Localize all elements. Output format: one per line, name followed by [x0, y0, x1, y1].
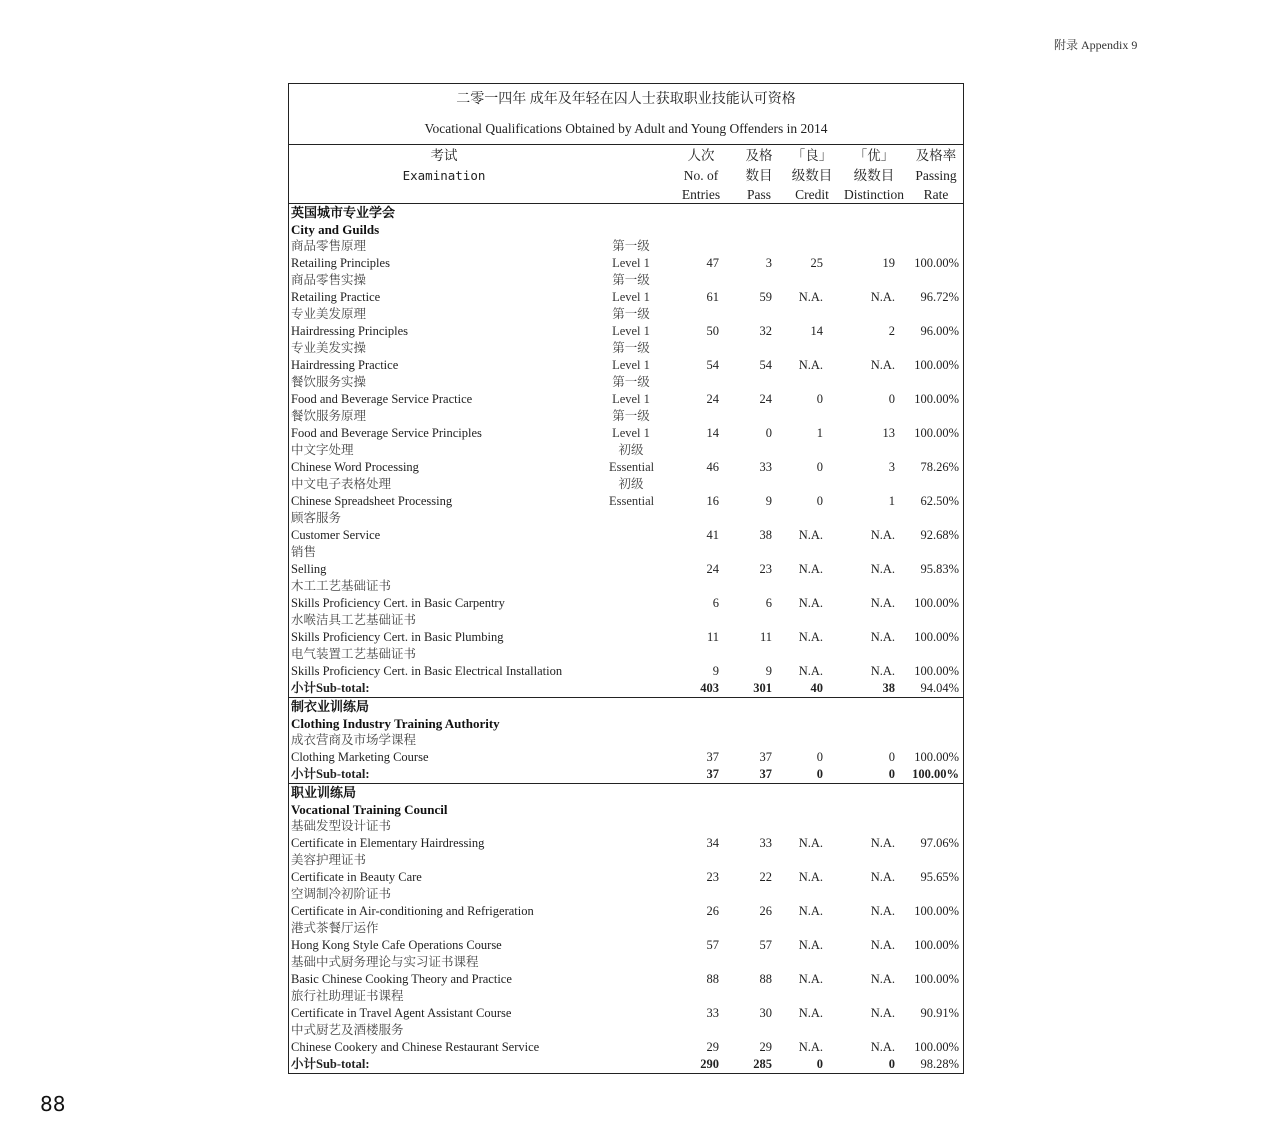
col-rate-zh: 及格率 — [915, 148, 957, 163]
subtotal-distinction: 0 — [888, 767, 895, 781]
passing-rate-value: 100.00% — [914, 392, 959, 406]
table-row-zh — [289, 818, 963, 835]
section-title-en: Clothing Industry Training Authority — [291, 716, 500, 731]
exam-name-en: Certificate in Air-conditioning and Refrigeration — [291, 904, 534, 918]
entries-value: 57 — [706, 938, 719, 952]
exam-name-en: Hairdressing Principles — [291, 324, 408, 338]
passing-rate-value: 100.00% — [914, 664, 959, 678]
pass-value: 9 — [765, 494, 772, 508]
col-entries-en1: No. of — [683, 167, 719, 183]
exam-name-zh: 商品零售实操 — [291, 273, 367, 287]
entries-value: 11 — [706, 630, 719, 644]
credit-value: N.A. — [798, 836, 823, 850]
exam-name-zh: 基础中式厨务理论与实习证书课程 — [291, 955, 479, 969]
entries-value: 34 — [706, 836, 719, 850]
subtotal-entries: 290 — [700, 1057, 719, 1071]
exam-name-en: Certificate in Travel Agent Assistant Course — [291, 1006, 512, 1020]
pass-value: 88 — [759, 972, 772, 986]
col-exam-zh: 考试 — [430, 148, 458, 163]
col-examination — [289, 146, 599, 185]
table-title-en: Vocational Qualifications Obtained by Adult and Young Offenders in 2014 — [424, 121, 828, 136]
exam-name-en: Food and Beverage Service Practice — [291, 392, 473, 406]
pass-value: 33 — [759, 460, 772, 474]
exam-name-en: Certificate in Beauty Care — [291, 870, 422, 884]
subtotal-credit: 0 — [816, 767, 823, 781]
col-credit-en: Credit — [795, 187, 829, 202]
exam-name-en: Skills Proficiency Cert. in Basic Electrical Installation — [291, 664, 563, 678]
passing-rate-value: 78.26% — [920, 460, 959, 474]
table-row-zh — [289, 272, 963, 289]
exam-level-en: Essential — [609, 494, 655, 508]
subtotal-entries: 37 — [706, 767, 719, 781]
exam-name-en: Selling — [291, 562, 327, 576]
section-title-en: Vocational Training Council — [291, 802, 448, 817]
subtotal-credit: 0 — [816, 1057, 823, 1071]
pass-value: 32 — [759, 324, 772, 338]
credit-value: N.A. — [798, 664, 823, 678]
entries-value: 88 — [706, 972, 719, 986]
passing-rate-value: 90.91% — [920, 1006, 959, 1020]
distinction-value: N.A. — [870, 630, 895, 644]
table-row-zh — [289, 544, 963, 561]
distinction-value: 13 — [882, 426, 895, 440]
passing-rate-value: 97.06% — [920, 836, 959, 850]
table-row — [289, 1005, 963, 1022]
exam-name-en: Certificate in Elementary Hairdressing — [291, 836, 485, 850]
passing-rate-value: 100.00% — [914, 256, 959, 270]
table-body — [289, 204, 963, 1073]
credit-value: N.A. — [798, 904, 823, 918]
subtotal-rate: 100.00% — [912, 767, 959, 781]
table-row — [289, 357, 963, 374]
table-row-zh — [289, 954, 963, 971]
exam-name-en: Chinese Word Processing — [291, 460, 419, 474]
distinction-value: N.A. — [870, 836, 895, 850]
subtotal-credit: 40 — [810, 681, 823, 695]
credit-value: 1 — [816, 426, 823, 440]
entries-value: 23 — [706, 870, 719, 884]
exam-name-en: Retailing Practice — [291, 290, 381, 304]
passing-rate-value: 95.83% — [920, 562, 959, 576]
table-row — [289, 937, 963, 954]
passing-rate-value: 100.00% — [914, 596, 959, 610]
distinction-value: N.A. — [870, 562, 895, 576]
subtotal-pass: 285 — [753, 1057, 772, 1071]
table-row — [289, 835, 963, 852]
distinction-value: 1 — [888, 494, 895, 508]
passing-rate-value: 62.50% — [920, 494, 959, 508]
passing-rate-value: 100.00% — [914, 1040, 959, 1054]
exam-name-en: Food and Beverage Service Principles — [291, 426, 482, 440]
table-row-zh — [289, 408, 963, 425]
entries-value: 29 — [706, 1040, 719, 1054]
pass-value: 57 — [759, 938, 772, 952]
exam-name-zh: 中式厨艺及酒楼服务 — [291, 1023, 404, 1037]
col-credit-zh: 「良」 — [791, 148, 833, 163]
table-row — [289, 425, 963, 442]
qualifications-table — [288, 83, 964, 1074]
entries-value: 47 — [706, 256, 719, 270]
distinction-value: N.A. — [870, 904, 895, 918]
credit-value: 14 — [810, 324, 823, 338]
col-dist-zh2: 级数目 — [853, 167, 895, 183]
subtotal-row — [289, 1056, 963, 1073]
passing-rate-value: 100.00% — [914, 750, 959, 764]
credit-value: N.A. — [798, 1006, 823, 1020]
credit-value: N.A. — [798, 870, 823, 884]
exam-level-en: Level 1 — [612, 256, 650, 270]
table-row-zh — [289, 920, 963, 937]
col-pass-en: Pass — [746, 187, 771, 202]
table-row — [289, 391, 963, 408]
table-row — [289, 595, 963, 612]
exam-name-zh: 空调制冷初阶证书 — [291, 887, 392, 901]
distinction-value: N.A. — [870, 290, 895, 304]
credit-value: 0 — [816, 750, 823, 764]
pass-value: 29 — [759, 1040, 772, 1054]
table-row — [289, 493, 963, 510]
credit-value: 25 — [810, 256, 823, 270]
credit-value: N.A. — [798, 562, 823, 576]
col-exam-en: Examination — [402, 167, 486, 183]
exam-name-zh: 基础发型设计证书 — [291, 819, 392, 833]
exam-name-en: Hairdressing Practice — [291, 358, 399, 372]
appendix-header: 附录 Appendix 9 — [1054, 38, 1138, 52]
entries-value: 61 — [706, 290, 719, 304]
col-pass — [737, 146, 781, 205]
distinction-value: N.A. — [870, 870, 895, 884]
col-pass-zh: 及格 — [745, 148, 773, 163]
table-row-zh — [289, 510, 963, 527]
exam-name-en: Chinese Spreadsheet Processing — [291, 494, 453, 508]
pass-value: 33 — [759, 836, 772, 850]
table-row-zh — [289, 1022, 963, 1039]
entries-value: 26 — [706, 904, 719, 918]
exam-level-en: Essential — [609, 460, 655, 474]
exam-level-zh: 第一级 — [612, 341, 650, 355]
exam-level-zh: 第一级 — [612, 273, 650, 287]
exam-level-zh: 初级 — [618, 443, 644, 457]
exam-name-en: Skills Proficiency Cert. in Basic Carpentry — [291, 596, 505, 610]
section-title-zh: 职业训练局 — [291, 785, 357, 800]
table-row-zh — [289, 476, 963, 493]
passing-rate-value: 100.00% — [914, 972, 959, 986]
exam-name-zh: 水喉洁具工艺基础证书 — [291, 613, 417, 627]
section-title-zh-row — [289, 204, 963, 221]
passing-rate-value: 96.00% — [920, 324, 959, 338]
col-dist-zh: 「优」 — [853, 148, 895, 163]
exam-name-en: Skills Proficiency Cert. in Basic Plumbing — [291, 630, 504, 644]
table-row-zh — [289, 238, 963, 255]
distinction-value: N.A. — [870, 664, 895, 678]
subtotal-label: 小计Sub-total: — [291, 1057, 370, 1071]
col-passing-rate — [911, 146, 961, 205]
distinction-value: N.A. — [870, 1006, 895, 1020]
distinction-value: N.A. — [870, 528, 895, 542]
passing-rate-value: 100.00% — [914, 358, 959, 372]
pass-value: 23 — [759, 562, 772, 576]
entries-value: 50 — [706, 324, 719, 338]
table-row — [289, 255, 963, 272]
distinction-value: 0 — [888, 750, 895, 764]
table-row-zh — [289, 612, 963, 629]
exam-name-zh: 餐饮服务实操 — [291, 375, 367, 389]
pass-value: 54 — [759, 358, 772, 372]
table-row-zh — [289, 374, 963, 391]
table-row — [289, 971, 963, 988]
credit-value: N.A. — [798, 972, 823, 986]
section-title-en-row — [289, 221, 963, 238]
table-row-zh — [289, 852, 963, 869]
distinction-value: 3 — [888, 460, 895, 474]
credit-value: N.A. — [798, 1040, 823, 1054]
passing-rate-value: 100.00% — [914, 904, 959, 918]
credit-value: N.A. — [798, 290, 823, 304]
exam-name-zh: 销售 — [291, 545, 317, 559]
credit-value: 0 — [816, 494, 823, 508]
pass-value: 22 — [759, 870, 772, 884]
exam-level-en: Level 1 — [612, 426, 650, 440]
table-title-zh: 二零一四年 成年及年轻在囚人士获取职业技能认可资格 — [456, 92, 796, 107]
exam-name-en: Customer Service — [291, 528, 381, 542]
exam-name-zh: 顾客服务 — [291, 511, 342, 525]
exam-name-zh: 专业美发实操 — [291, 341, 367, 355]
passing-rate-value: 96.72% — [920, 290, 959, 304]
exam-level-en: Level 1 — [612, 392, 650, 406]
entries-value: 33 — [706, 1006, 719, 1020]
exam-name-zh: 电气装置工艺基础证书 — [291, 647, 417, 661]
table-row-zh — [289, 578, 963, 595]
distinction-value: 2 — [888, 324, 895, 338]
credit-value: 0 — [816, 460, 823, 474]
table-row — [289, 663, 963, 680]
passing-rate-value: 100.00% — [914, 938, 959, 952]
distinction-value: 0 — [888, 392, 895, 406]
subtotal-row — [289, 766, 963, 784]
subtotal-rate: 98.28% — [920, 1057, 959, 1071]
exam-name-en: Hong Kong Style Cafe Operations Course — [291, 938, 502, 952]
exam-name-zh: 旅行社助理证书课程 — [291, 989, 404, 1003]
table-title-block — [289, 84, 963, 145]
exam-name-en: Chinese Cookery and Chinese Restaurant Service — [291, 1040, 540, 1054]
table-row — [289, 1039, 963, 1056]
exam-name-zh: 木工工艺基础证书 — [291, 579, 392, 593]
distinction-value: N.A. — [870, 358, 895, 372]
exam-name-zh: 港式茶餐厅运作 — [291, 921, 379, 935]
table-row-zh — [289, 306, 963, 323]
entries-value: 37 — [706, 750, 719, 764]
section-title-zh: 英国城市专业学会 — [291, 205, 396, 220]
table-row — [289, 561, 963, 578]
table-row-zh — [289, 988, 963, 1005]
credit-value: N.A. — [798, 596, 823, 610]
exam-level-zh: 第一级 — [612, 239, 650, 253]
entries-value: 46 — [706, 460, 719, 474]
col-entries-en2: Entries — [681, 187, 721, 202]
exam-level-zh: 第一级 — [612, 375, 650, 389]
distinction-value: N.A. — [870, 938, 895, 952]
table-row — [289, 749, 963, 766]
exam-level-zh: 第一级 — [612, 307, 650, 321]
pass-value: 26 — [759, 904, 772, 918]
pass-value: 37 — [759, 750, 772, 764]
pass-value: 6 — [765, 596, 772, 610]
col-pass-zh2: 数目 — [745, 167, 773, 183]
entries-value: 6 — [712, 596, 719, 610]
exam-name-zh: 专业美发原理 — [291, 307, 367, 321]
distinction-value: N.A. — [870, 596, 895, 610]
section-title-en-row — [289, 715, 963, 732]
exam-name-zh: 中文字处理 — [291, 443, 354, 457]
table-row-zh — [289, 340, 963, 357]
entries-value: 14 — [706, 426, 719, 440]
table-row — [289, 459, 963, 476]
subtotal-row — [289, 680, 963, 698]
distinction-value: N.A. — [870, 972, 895, 986]
exam-name-zh: 美容护理证书 — [291, 853, 367, 867]
table-row-zh — [289, 442, 963, 459]
subtotal-distinction: 0 — [888, 1057, 895, 1071]
entries-value: 41 — [706, 528, 719, 542]
table-row — [289, 323, 963, 340]
exam-name-en: Clothing Marketing Course — [291, 750, 429, 764]
exam-level-en: Level 1 — [612, 290, 650, 304]
page-number: 88 — [40, 1092, 66, 1116]
column-header-row — [289, 145, 963, 204]
subtotal-label: 小计Sub-total: — [291, 767, 370, 781]
exam-name-en: Retailing Principles — [291, 256, 390, 270]
credit-value: N.A. — [798, 528, 823, 542]
pass-value: 24 — [759, 392, 772, 406]
col-entries-zh: 人次 — [687, 148, 715, 163]
exam-name-zh: 中文电子表格处理 — [291, 477, 392, 491]
col-credit — [787, 146, 837, 205]
table-row-zh — [289, 646, 963, 663]
table-row — [289, 869, 963, 886]
exam-name-zh: 商品零售原理 — [291, 239, 367, 253]
exam-name-zh: 成衣营商及市场学课程 — [291, 733, 417, 747]
col-entries — [677, 146, 725, 205]
exam-name-en: Basic Chinese Cooking Theory and Practice — [291, 972, 512, 986]
col-rate-en2: Rate — [923, 187, 949, 202]
section-title-zh-row — [289, 698, 963, 715]
passing-rate-value: 92.68% — [920, 528, 959, 542]
subtotal-distinction: 38 — [882, 681, 895, 695]
table-row — [289, 629, 963, 646]
pass-value: 9 — [765, 664, 772, 678]
exam-level-en: Level 1 — [612, 358, 650, 372]
subtotal-rate: 94.04% — [920, 681, 959, 695]
subtotal-pass: 37 — [759, 767, 772, 781]
passing-rate-value: 100.00% — [914, 426, 959, 440]
col-credit-zh2: 级数目 — [791, 167, 833, 183]
pass-value: 38 — [759, 528, 772, 542]
section-title-en-row — [289, 801, 963, 818]
pass-value: 59 — [759, 290, 772, 304]
col-distinction — [841, 146, 907, 205]
pass-value: 11 — [759, 630, 772, 644]
pass-value: 30 — [759, 1006, 772, 1020]
distinction-value: N.A. — [870, 1040, 895, 1054]
pass-value: 3 — [765, 256, 772, 270]
table-row — [289, 289, 963, 306]
col-dist-en: Distinction — [844, 187, 904, 202]
subtotal-pass: 301 — [753, 681, 772, 695]
distinction-value: 19 — [882, 256, 895, 270]
entries-value: 24 — [706, 392, 719, 406]
passing-rate-value: 100.00% — [914, 630, 959, 644]
table-row — [289, 903, 963, 920]
col-rate-en1: Passing — [915, 167, 957, 183]
section-title-zh: 制衣业训练局 — [291, 699, 370, 714]
subtotal-entries: 403 — [700, 681, 719, 695]
table-row-zh — [289, 732, 963, 749]
pass-value: 0 — [765, 426, 772, 440]
exam-level-zh: 初级 — [618, 477, 644, 491]
exam-name-zh: 餐饮服务原理 — [291, 409, 367, 423]
table-row-zh — [289, 886, 963, 903]
exam-level-zh: 第一级 — [612, 409, 650, 423]
credit-value: N.A. — [798, 630, 823, 644]
exam-level-en: Level 1 — [612, 324, 650, 338]
entries-value: 24 — [706, 562, 719, 576]
credit-value: N.A. — [798, 938, 823, 952]
subtotal-label: 小计Sub-total: — [291, 681, 370, 695]
section-title-en: City and Guilds — [291, 222, 380, 237]
entries-value: 16 — [706, 494, 719, 508]
entries-value: 54 — [706, 358, 719, 372]
passing-rate-value: 95.65% — [920, 870, 959, 884]
credit-value: N.A. — [798, 358, 823, 372]
credit-value: 0 — [816, 392, 823, 406]
entries-value: 9 — [712, 664, 719, 678]
table-row — [289, 527, 963, 544]
section-title-zh-row — [289, 784, 963, 801]
